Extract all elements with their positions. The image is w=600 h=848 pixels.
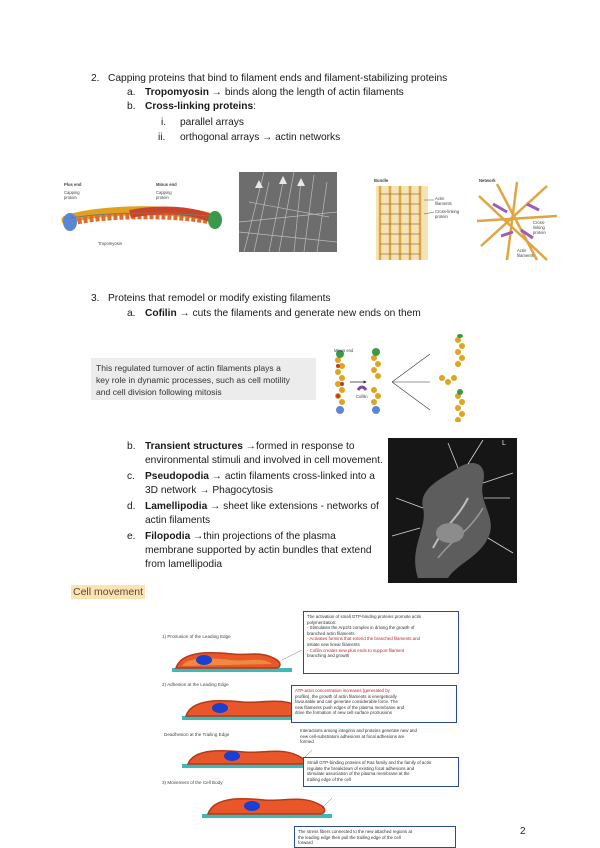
note-5-line-2: the leading edge then pull the trailing edge of the cell [298, 834, 401, 840]
turnover-note-line-1: This regulated turnover of actin filaments plays a [96, 363, 281, 373]
bundle-label-crosslink: Cross-linking protein [435, 209, 460, 219]
turnover-note-line-2: key role in dynamic processes, such as cell motility [96, 375, 290, 385]
note-stress-fibers [294, 826, 456, 848]
cofilin-drawing [330, 334, 490, 422]
item-transient-structures [145, 440, 355, 453]
term-lamellipodia: Lamellipodia [145, 501, 208, 512]
item-3c-marker: c. [127, 471, 135, 482]
page-number: 2 [520, 826, 526, 837]
item-lamellipodia [145, 500, 379, 513]
figure-cell-photo [388, 438, 517, 583]
network-title: Network [479, 178, 496, 183]
item-pseudopodia [145, 470, 375, 483]
step-1-label: 1) Protrusion of the Leading Edge [162, 634, 231, 639]
note-3-line-3: formed [300, 739, 314, 745]
cofilin-description: → cuts the filaments and generate new ends on them [176, 308, 421, 319]
network-label-actin: Actin filaments [517, 248, 534, 258]
note-3-line-1: Interactions among integrins and proteins generate new and [300, 728, 417, 733]
note-1-line-7: - Cofilin creates new plus ends to support filament [307, 647, 405, 653]
note-4-line-3: stimulate association of the plasma membrane at the [307, 771, 410, 777]
section-2-heading: Capping proteins that bind to filament ends and filament-stabilizing proteins [108, 73, 448, 84]
filopodia-description-2: membrane supported by actin bundles that extend [145, 545, 372, 556]
label-capping-protein-left: Capping protein [64, 190, 80, 200]
label-plus-end: Plus end [64, 182, 82, 187]
item-tropomyosin [145, 86, 404, 99]
item-cofilin [145, 307, 421, 320]
tropomyosin-description: → binds along the length of actin filaments [208, 87, 404, 98]
filopodia-description-1: →thin projections of the plasma [190, 531, 336, 542]
term-transient-structures: Transient structures [145, 441, 243, 452]
cell-movement-label: Cell movement [73, 586, 144, 598]
note-3-line-2: new cell-substratum adhesions at focal adhesions are [300, 733, 405, 739]
cofilin-label-cofilin: Cofilin [356, 394, 368, 399]
filopodia-description-3: from lamellipodia [145, 559, 223, 570]
note-integrins [297, 726, 459, 748]
label-capping-protein-right: Capping protein [156, 190, 172, 200]
figure-network [477, 176, 559, 262]
note-1-line-8: branching and growth [307, 653, 350, 659]
item-a-marker: a. [127, 87, 136, 98]
note-2-line-4: new filaments push edges of the plasma membrane and [295, 704, 405, 710]
subitem-ii-marker: ii. [158, 132, 166, 143]
micrograph-texture [239, 172, 337, 252]
turnover-note-box [91, 358, 316, 400]
bundle-drawing [370, 176, 466, 262]
network-label-crosslink: Cross- linking protein [533, 220, 546, 235]
step-4-label: 3) Movement of the Cell Body [162, 780, 223, 785]
item-filopodia [145, 530, 336, 543]
note-1-line-5: - Activates formins that extend the branched filaments and [307, 636, 420, 642]
subitem-orthogonal-arrays: orthogonal arrays → actin networks [180, 132, 341, 143]
note-4-line-4: trailing edge of the cell [307, 776, 351, 782]
note-small-gtp [303, 757, 459, 787]
note-gtp-activation [303, 611, 459, 674]
note-5-line-1: The stress fibers connected to the new attached regions at [298, 829, 412, 834]
tropomyosin-filament-drawing [60, 178, 228, 248]
note-atp-actin [291, 685, 457, 723]
note-1-line-2: polymerization: [307, 619, 337, 625]
cross-linking-colon: : [253, 101, 256, 112]
term-pseudopodia: Pseudopodia [145, 471, 209, 482]
pseudopodia-description-1: → actin filaments cross-linked into a [208, 471, 375, 482]
lamellipodia-description-2: actin filaments [145, 515, 211, 526]
bundle-title: Bundle [374, 178, 389, 183]
item-3b-marker: b. [127, 441, 136, 452]
item-3a-marker: a. [127, 308, 136, 319]
bundle-label-actin: Actin filaments [435, 196, 452, 206]
figure-cofilin [330, 334, 490, 422]
item-3e-marker: e. [127, 531, 136, 542]
figure-bundle [370, 176, 466, 262]
step-2-label: 2) Adhesion at the Leading Edge [162, 682, 229, 687]
note-1-line-4: branched actin filaments [307, 630, 355, 636]
transient-description-2: environmental stimuli and involved in cell movement. [145, 455, 383, 466]
figure-tropomyosin-capping [60, 178, 228, 248]
term-tropomyosin: Tropomyosin [145, 87, 209, 98]
transient-description-1: →formed in response to [242, 441, 355, 452]
section-3-number: 3. [91, 293, 100, 304]
item-b-marker: b. [127, 101, 136, 112]
subitem-parallel-arrays: parallel arrays [180, 117, 244, 128]
note-2-line-5: drive the formation of new cell surface protrusions [295, 710, 392, 716]
term-filopodia: Filopodia [145, 531, 191, 542]
step-3-label: Deadhesion at the Trailing Edge [164, 732, 230, 737]
item-cross-linking [145, 100, 256, 113]
item-3d-marker: d. [127, 501, 136, 512]
term-cross-linking-proteins: Cross-linking proteins [145, 101, 254, 112]
turnover-note-line-3: and cell division following mitosis [96, 387, 222, 397]
note-4-line-2: regulate the breakdown of existing focal adhesions and [307, 765, 415, 771]
pseudopodia-description-2: 3D network → Phagocytosis [145, 485, 273, 496]
note-4-line-1: Small GTP-binding proteins of Ras family and the family of actin [307, 760, 432, 765]
cofilin-label-minus-end: Minus end [334, 348, 354, 353]
lamellipodia-description-1: → sheet like extensions - networks of [207, 501, 379, 512]
note-1-line-6: initiate new linear filaments [307, 641, 360, 647]
note-1-line-1: The activation of small GTP-binding proteins promote actin [307, 614, 422, 619]
label-minus-end: Minus end [156, 182, 177, 187]
note-2-line-1: ATP-actin concentration increases (generated by [295, 688, 390, 693]
subitem-i-marker: i. [161, 117, 167, 128]
note-1-line-3: - Stimulates the Arp2/3 complex in driving the growth of [307, 625, 415, 631]
section-3-heading: Proteins that remodel or modify existing filaments [108, 293, 331, 304]
note-2-line-3: favourable and can generate considerable force. The [295, 699, 398, 705]
cell-photo-drawing [388, 438, 517, 583]
cell-photo-label: L [502, 440, 506, 447]
term-cofilin: Cofilin [145, 308, 177, 319]
section-2-number: 2. [91, 73, 100, 84]
note-2-line-2: profilin), the growth of actin filaments is energetically [295, 693, 397, 699]
note-5-line-3: forward [298, 840, 313, 846]
label-tropomyosin: Tropomyosin [98, 241, 123, 246]
figure-micrograph-actin [239, 172, 337, 252]
